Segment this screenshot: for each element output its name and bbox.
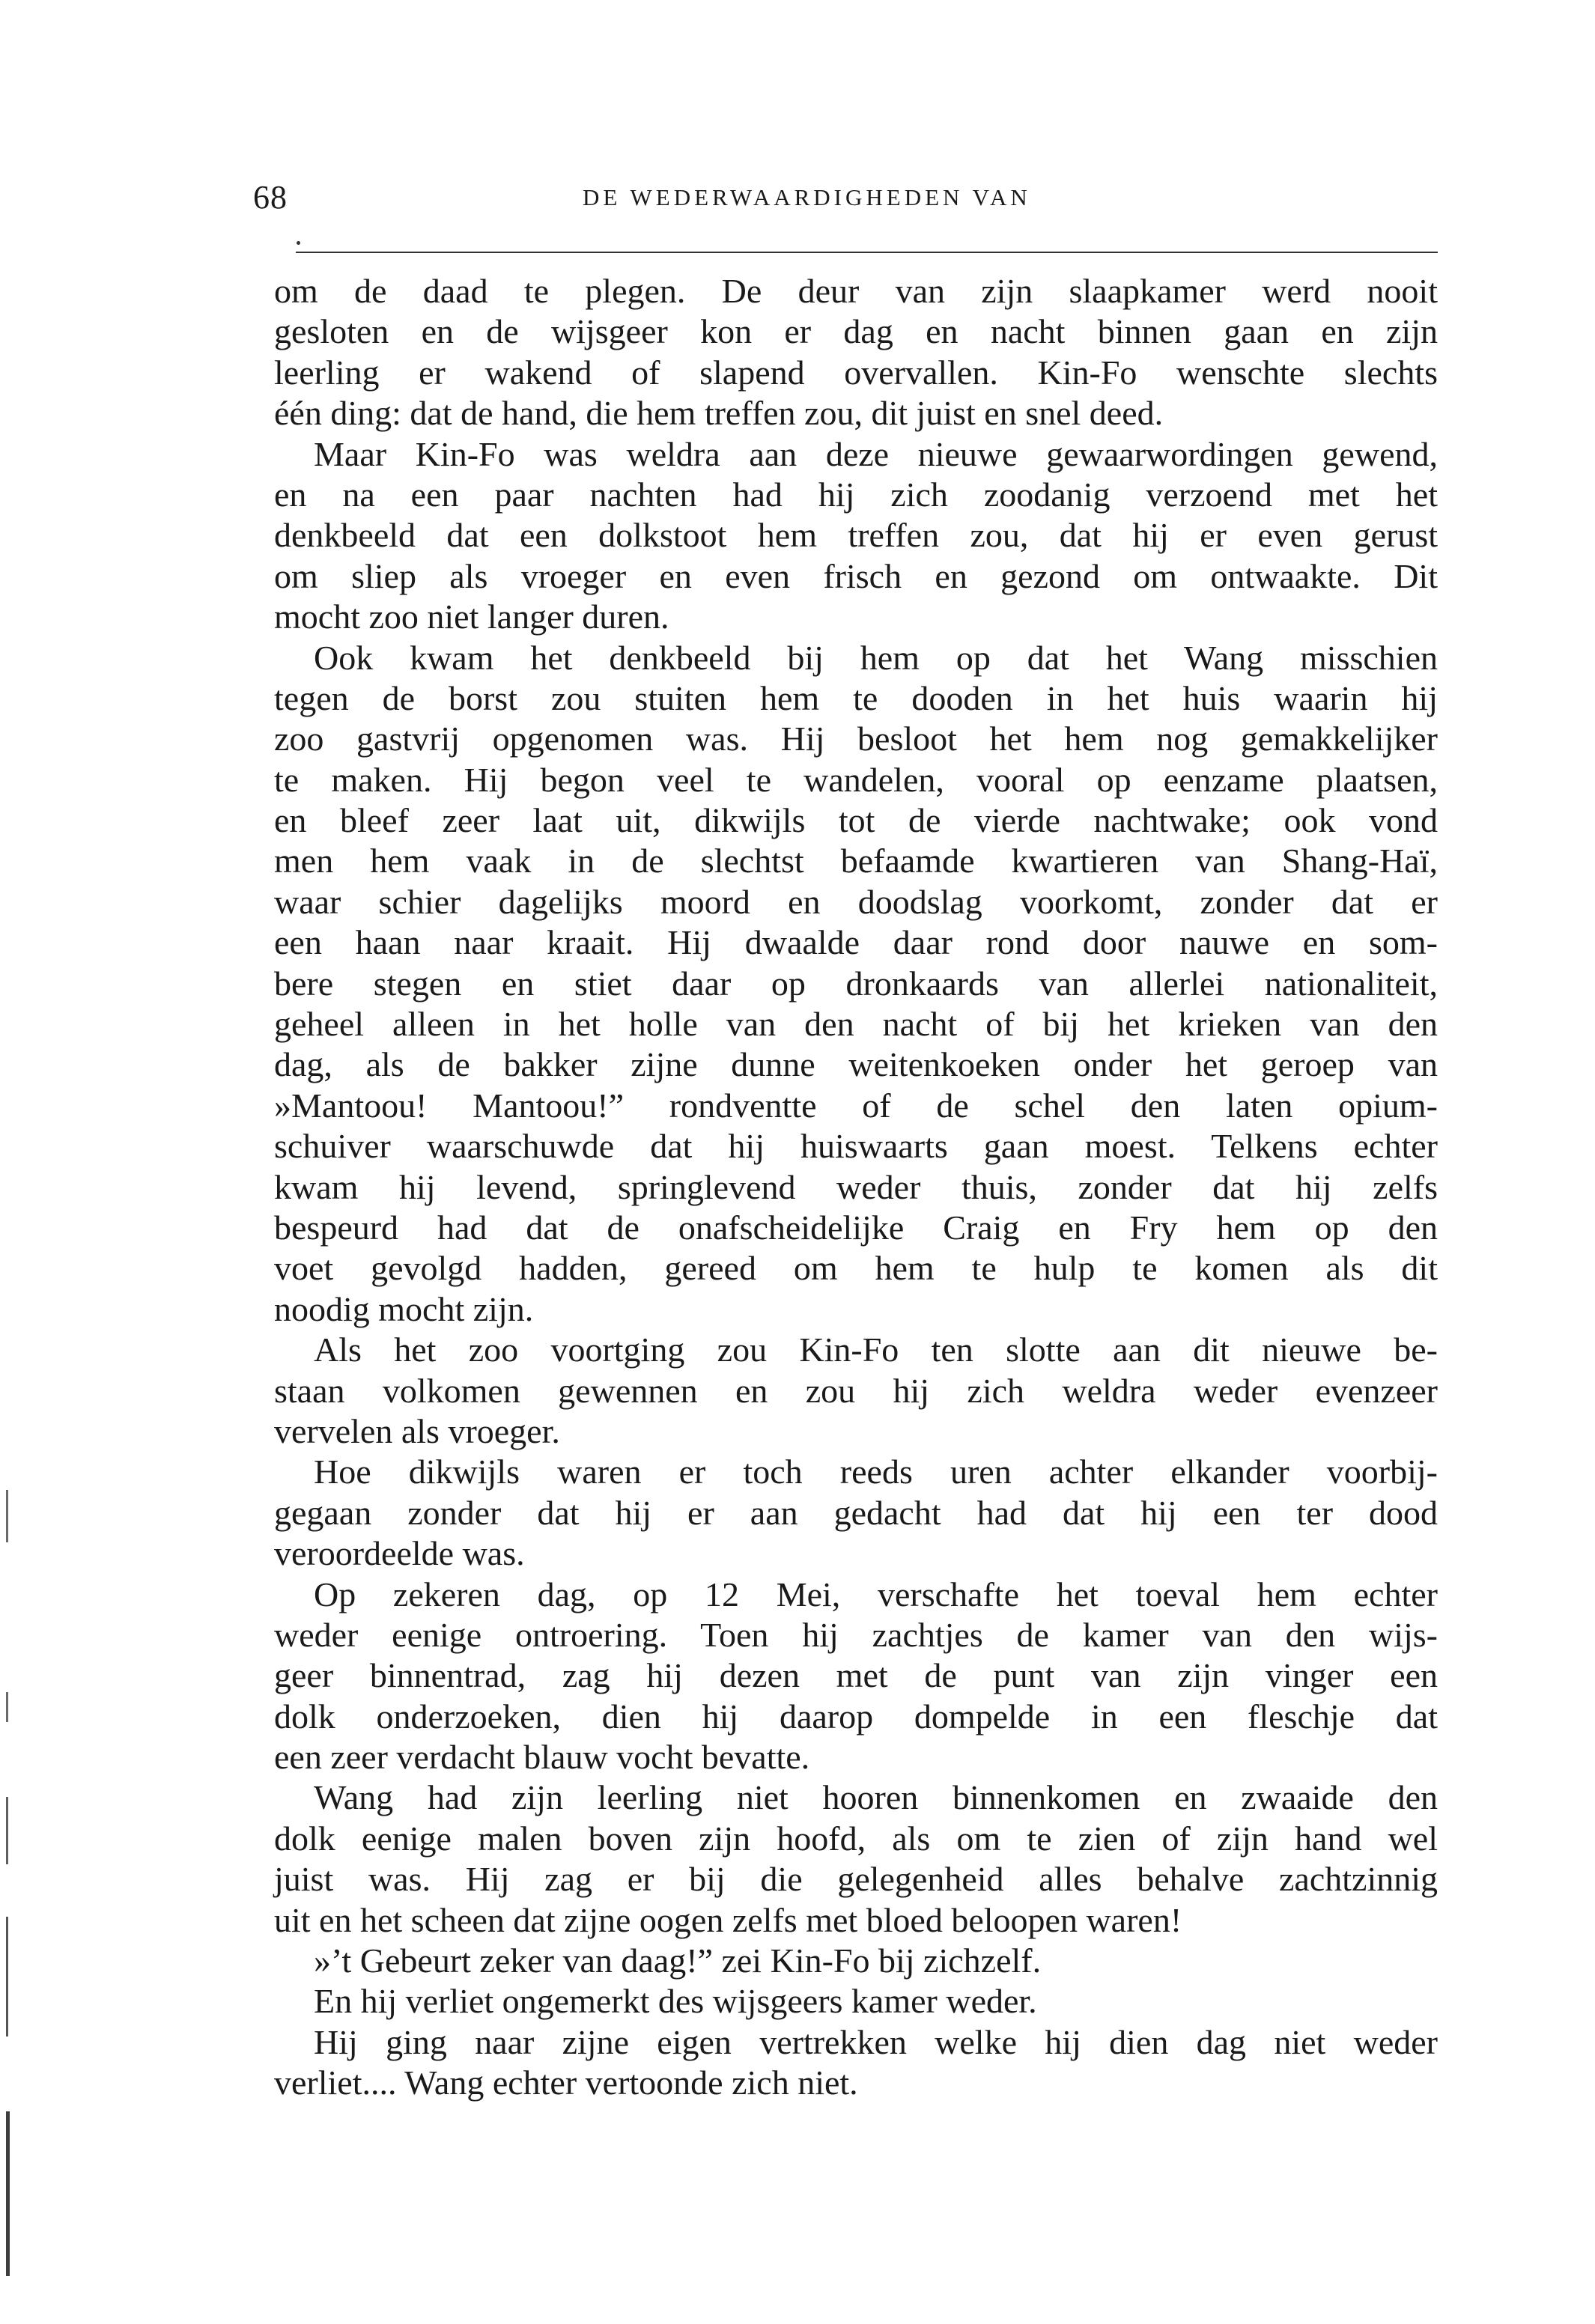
- text-line: juist was. Hij zag er bij die gelegenheid alles behalve zachtzinnig: [274, 1860, 1438, 1899]
- scan-margin-mark: [6, 2111, 10, 2276]
- text-line: verliet.... Wang echter vertoonde zich niet.: [274, 2063, 858, 2102]
- scan-margin-mark: [6, 1692, 8, 1722]
- text-line: en na een paar nachten had hij zich zoodanig verzoend met het: [274, 475, 1438, 514]
- text-line: schuiver waarschuwde dat hij huiswaarts gaan moest. Telkens echter: [274, 1127, 1438, 1166]
- body-text: [274, 271, 1438, 2102]
- text-line: En hij verliet ongemerkt des wijsgeers kamer weder.: [314, 1982, 1037, 2021]
- text-line: een haan naar kraait. Hij dwaalde daar rond door nauwe en som-: [274, 923, 1438, 962]
- text-line: tegen de borst zou stuiten hem te dooden in het huis waarin hij: [274, 678, 1438, 717]
- text-line: Wang had zijn leerling niet hooren binnenkomen en zwaaide den: [314, 1778, 1438, 1817]
- text-line: vervelen als vroeger.: [274, 1411, 560, 1450]
- text-line: om de daad te plegen. De deur van zijn slaapkamer werd nooit: [274, 272, 1438, 310]
- scan-margin-mark: [6, 1917, 8, 2036]
- text-line: Hoe dikwijls waren er toch reeds uren achter elkander voorbij-: [314, 1452, 1438, 1491]
- text-line: Als het zoo voortging zou Kin-Fo ten slotte aan dit nieuwe be-: [314, 1330, 1438, 1369]
- text-line: dolk eenige malen boven zijn hoofd, als om te zien of zijn hand wel: [274, 1819, 1438, 1858]
- text-line: kwam hij levend, springlevend weder thuis, zonder dat hij zelfs: [274, 1167, 1438, 1206]
- text-line: Maar Kin-Fo was weldra aan deze nieuwe gewaarwordingen gewend,: [314, 434, 1438, 473]
- text-line: dolk onderzoeken, dien hij daarop dompelde in een fleschje dat: [274, 1697, 1438, 1736]
- text-line: dag, als de bakker zijne dunne weitenkoeken onder het geroep van: [274, 1045, 1438, 1084]
- page-header: [253, 178, 1429, 223]
- text-line: te maken. Hij begon veel te wandelen, vooral op eenzame plaatsen,: [274, 760, 1438, 799]
- text-line: Ook kwam het denkbeeld bij hem op dat het Wang misschien: [314, 638, 1438, 677]
- text-line: noodig mocht zijn.: [274, 1289, 534, 1328]
- text-line: om sliep als vroeger en even frisch en gezond om ontwaakte. Dit: [274, 556, 1438, 595]
- text-line: bere stegen en stiet daar op dronkaards van allerlei nationaliteit,: [274, 964, 1438, 1003]
- text-line: leerling er wakend of slapend overvallen. Kin-Fo wenschte slechts: [274, 353, 1438, 392]
- text-line: Hij ging naar zijne eigen vertrekken welke hij dien dag niet weder: [314, 2022, 1438, 2061]
- text-line: veroordeelde was.: [274, 1534, 525, 1573]
- header-rule: [296, 252, 1438, 253]
- text-line: zoo gastvrij opgenomen was. Hij besloot het hem nog gemakkelijker: [274, 720, 1438, 758]
- page-number: 68: [253, 179, 288, 216]
- text-line: waar schier dagelijks moord en doodslag voorkomt, zonder dat er: [274, 882, 1438, 921]
- text-line: geheel alleen in het holle van den nacht of bij het krieken van den: [274, 1005, 1438, 1044]
- text-line: mocht zoo niet langer duren.: [274, 597, 669, 636]
- text-line: één ding: dat de hand, die hem treffen zou, dit juist en snel deed.: [274, 394, 1164, 433]
- text-line: weder eenige ontroering. Toen hij zachtjes de kamer van den wijs-: [274, 1615, 1438, 1654]
- text-line: gegaan zonder dat hij er aan gedacht had dat hij een ter dood: [274, 1493, 1438, 1532]
- header-dot: [297, 241, 300, 245]
- text-line: men hem vaak in de slechtst befaamde kwartieren van Shang-Haï,: [274, 842, 1438, 880]
- text-line: een zeer verdacht blauw vocht bevatte.: [274, 1738, 810, 1777]
- text-line: voet gevolgd hadden, gereed om hem te hulp te komen als dit: [274, 1249, 1438, 1288]
- scan-margin-mark: [6, 1797, 8, 1864]
- text-line: »Mantoou! Mantoou!” rondventte of de schel den laten opium-: [274, 1086, 1438, 1125]
- text-line: »’t Gebeurt zeker van daag!” zei Kin-Fo bij zichzelf.: [314, 1941, 1042, 1980]
- text-line: Op zekeren dag, op 12 Mei, verschafte het toeval hem echter: [314, 1575, 1438, 1613]
- scan-margin-mark: [6, 1490, 8, 1542]
- text-line: uit en het scheen dat zijne oogen zelfs met bloed beloopen waren!: [274, 1900, 1182, 1939]
- text-line: staan volkomen gewennen en zou hij zich weldra weder evenzeer: [274, 1371, 1438, 1410]
- text-line: geer binnentrad, zag hij dezen met de punt van zijn vinger een: [274, 1656, 1438, 1695]
- text-line: gesloten en de wijsgeer kon er dag en nacht binnen gaan en zijn: [274, 312, 1438, 351]
- running-title: DE WEDERWAARDIGHEDEN VAN: [583, 184, 1031, 210]
- text-line: en bleef zeer laat uit, dikwijls tot de vierde nachtwake; ook vond: [274, 801, 1438, 840]
- text-line: bespeurd had dat de onafscheidelijke Craig en Fry hem op den: [274, 1208, 1438, 1247]
- text-line: denkbeeld dat een dolkstoot hem treffen zou, dat hij er even gerust: [274, 516, 1438, 555]
